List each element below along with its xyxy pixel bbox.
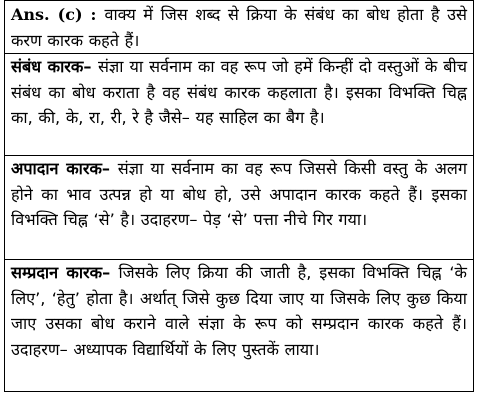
sambandh-karak-section — [5, 53, 473, 155]
apadan-karak-section — [5, 155, 473, 259]
sampradan-karak-section — [5, 259, 473, 393]
sambandh-karak-heading: संबंध कारक– — [11, 57, 98, 76]
sampradan-karak-text: जिसके लिए क्रिया की जाती है, इसका विभक्ति चिह्न ‘के लिए’, ‘हेतु’ होता है। अर्थात् जिसे कुछ दिया जाए या जिसके लिए कुछ किया जाए उसका बोध कराने वाले संज्ञा के रूप को सम्प्रदान कारक कहते हैं। उदाहरण– अध्यापक विद्यार्थियों के लिए पुस्तकें लाया। — [11, 263, 467, 359]
sampradan-karak-heading: सम्प्रदान कारक– — [11, 263, 119, 282]
apadan-karak-heading: अपादान कारक– — [11, 159, 118, 178]
answer-text: वाक्य में जिस शब्द से क्रिया के संबंध का बोध होता है उसे करण कारक कहते हैं। — [11, 5, 467, 50]
answer-label: Ans. (c) : — [11, 5, 105, 24]
answer-section — [5, 2, 473, 54]
apadan-karak-text: संज्ञा या सर्वनाम का वह रूप जिससे किसी वस्तु के अलग होने का भाव उत्पन्न हो या बोध हो, उसे अपादान कारक कहते हैं। इसका विभक्ति चिह्न ‘से’ है। उदाहरण– पेड़ ‘से’ पत्ता नीचे गिर गया। — [11, 159, 467, 229]
sambandh-karak-text: संज्ञा या सर्वनाम का वह रूप जो हमें किन्हीं दो वस्तुओं के बीच संबंध का बोध कराता है वह संबंध कारक कहलाता है। इसका विभक्ति चिह्न का, की, के, रा, री, रे है जैसे– यह साहिल का बैग है। — [11, 57, 467, 127]
answer-box — [4, 0, 474, 392]
